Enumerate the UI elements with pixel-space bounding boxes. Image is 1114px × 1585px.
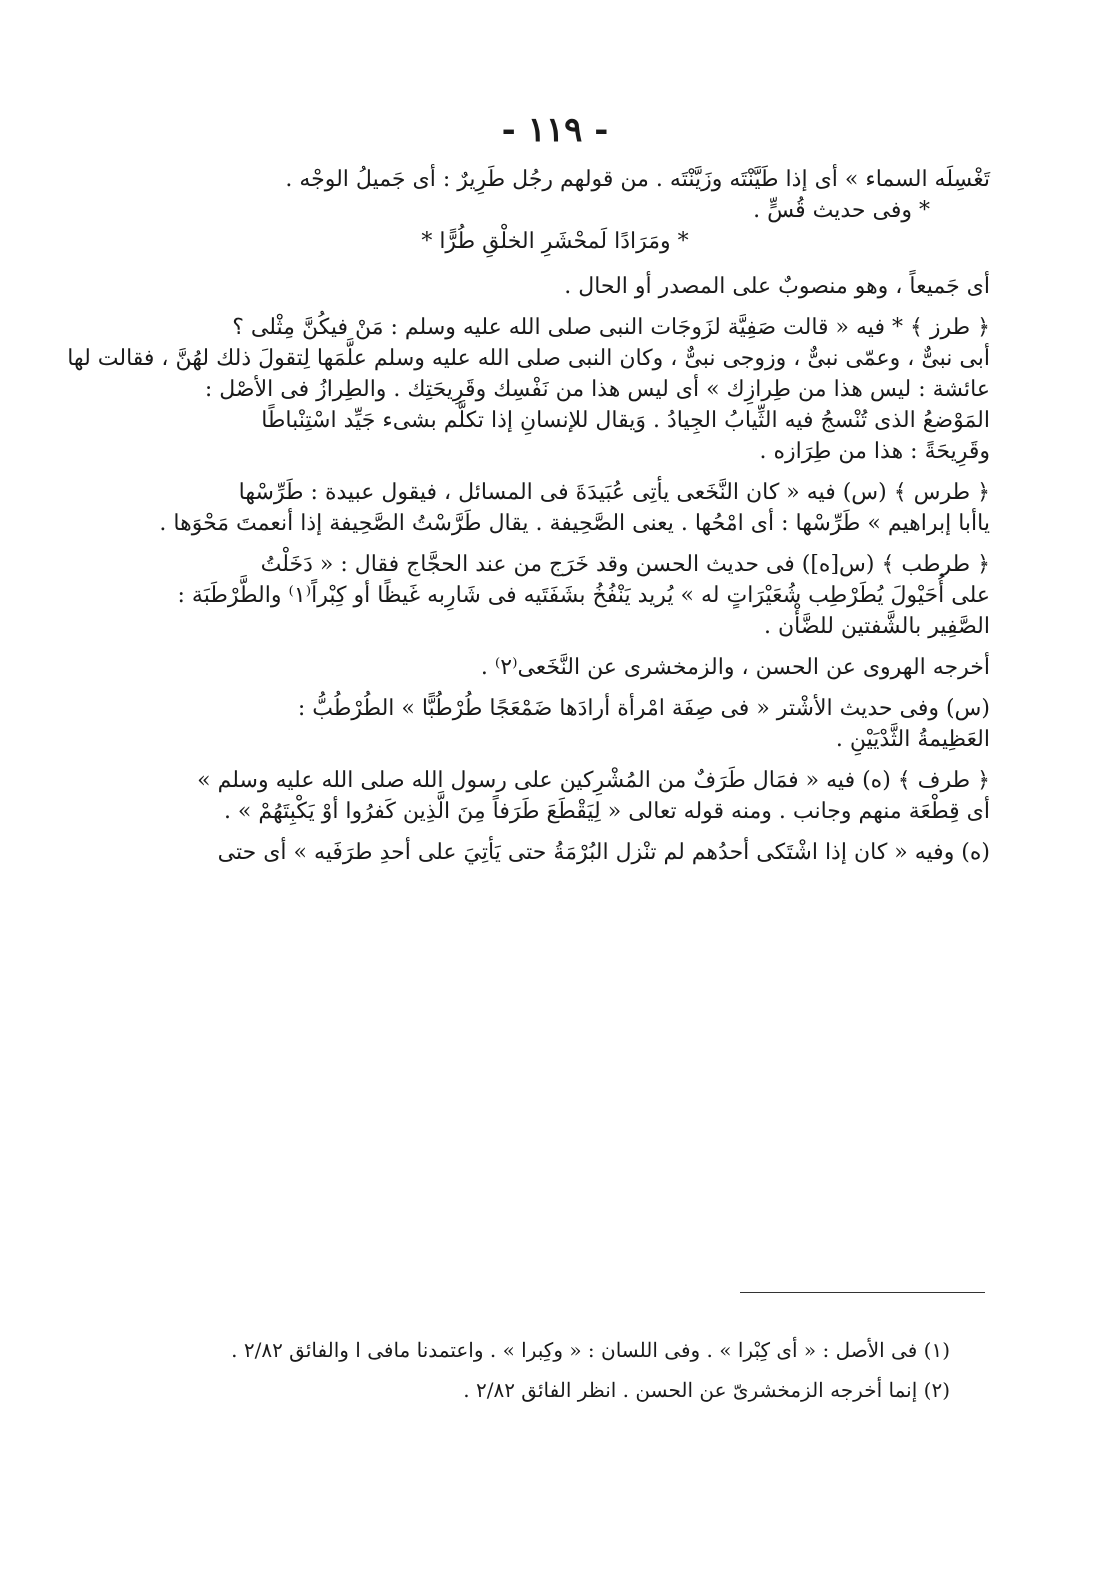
text-line: الصَّفِير بالشَّفتين للضَّأْن . — [763, 614, 990, 639]
footnotes — [180, 1330, 950, 1410]
text-line: العَظِيمةُ الثَّدْيَيْنِ . — [835, 727, 990, 752]
entry-line-tars: ﴿ طرس ﴾ (س) فيه « كان النَّخَعى يأتِى عُبَيدَةَ فى المسائل ، فيقول عبيدة : طَرِّسْها — [238, 480, 990, 505]
text-line: أى قِطْعَة منهم وجانب . ومنه قوله تعالى « لِيَقْطَعَ طَرَفاً مِنَ الَّذِين كَفرُوا أوْ يَكْبِتَهُمْ » . — [223, 799, 990, 824]
page-number: - ١١٩ - — [501, 110, 609, 150]
text-line: أخرجه الهروى عن الحسن ، والزمخشرى عن النَّخَعى⁽٢⁾ . — [480, 655, 990, 680]
footnote-divider — [740, 1292, 985, 1293]
text-line: وقَرِيحَةً : هذا من طِرَازه . — [759, 439, 990, 464]
entry-line-tartab: ﴿ طرطب ﴾ (س[ه]) فى حديث الحسن وقد خَرَج من عند الحجَّاج فقال : « دَخَلْتُ — [260, 552, 990, 577]
text-line: أبى نبىٌّ ، وعمّى نبىٌّ ، وزوجى نبىٌّ ، وكان النبى صلى الله عليه وسلم علَّمَها لِتقولَ ذلك لهُنَّ ، فقالت لها — [67, 346, 990, 371]
entry-line-tarz: ﴿ طرز ﴾ * فيه « قالت صَفِيَّة لزَوجَات النبى صلى الله عليه وسلم : مَنْ فيكُنَّ مِثْلى ؟ — [232, 315, 990, 340]
entry-line-taraf: ﴿ طرف ﴾ (ه) فيه « فمَال طَرَفٌ من المُشْرِكين على رسول الله صلى الله عليه وسلم » — [197, 768, 990, 793]
text-line: على أُحَيْولَ يُطَرْطِب شُعَيْرَاتٍ له » يُريد يَنْفُخُ بشَفَتَيه فى شَارِبه غَيظًا أو كِبْراً⁽١⁾ والطَّرْطَبَة : — [177, 583, 990, 608]
text-line: المَوْضعُ الذى تُنْسجُ فيه الثِّيابُ الجِيادُ . وَيقال للإنسانِ إذا تكلَّم بشىء جَيِّد اسْتِنْباطًا — [261, 408, 990, 433]
footnote-2: (٢) إنما أخرجه الزمخشرىّ عن الحسن . انظر الفائق ٢/٨٢ . — [463, 1378, 950, 1402]
text-line: ياأبا إبراهيم » طَرِّسْها : أى امْحُها . يعنى الصَّحِيفة . يقال طَرَّسْتُ الصَّحِيفة إذا أنعمتَ مَحْوَها . — [159, 511, 990, 536]
text-line: * وفى حديث قُسٍّ . — [753, 198, 930, 223]
text-line: عائشة : ليس هذا من طِرازِك » أى ليس هذا من نَفْسِك وقَرِيحَتِك . والطِرازُ فى الأصْل : — [204, 377, 990, 402]
text-line: (س) وفى حديث الأشْتر « فى صِفَة امْرأة أرادَها ضَمْعَجًا طُرْطُبًّا » الطُرْطُبُّ : — [297, 696, 990, 721]
text-line: تَغْسِلَه السماء » أى إذا طَيَّنْتَه وزَيَّنْتَه . من قولهم رجُل طَرِيرٌ : أى جَميلُ الوجْه . — [285, 167, 990, 192]
verse-line: * ومَرَادًا لَمحْشَرِ الخلْقِ طُرًّا * — [421, 229, 689, 254]
footnote-1: (١) فى الأصل : « أى كِبْرا » . وفى اللسان : « وكِبرا » . واعتمدنا مافى ا والفائق ٢/٨٢ . — [231, 1338, 950, 1362]
text-line: أى جَميعاً ، وهو منصوبٌ على المصدر أو الحال . — [564, 274, 990, 299]
text-line: (ه) وفيه « كان إذا اشْتَكى أحدُهم لم تنْزل البُرْمَةُ حتى يَأتِيَ على أحدِ طرَفَيه » أى حتى — [217, 840, 990, 865]
page-body — [67, 110, 990, 868]
